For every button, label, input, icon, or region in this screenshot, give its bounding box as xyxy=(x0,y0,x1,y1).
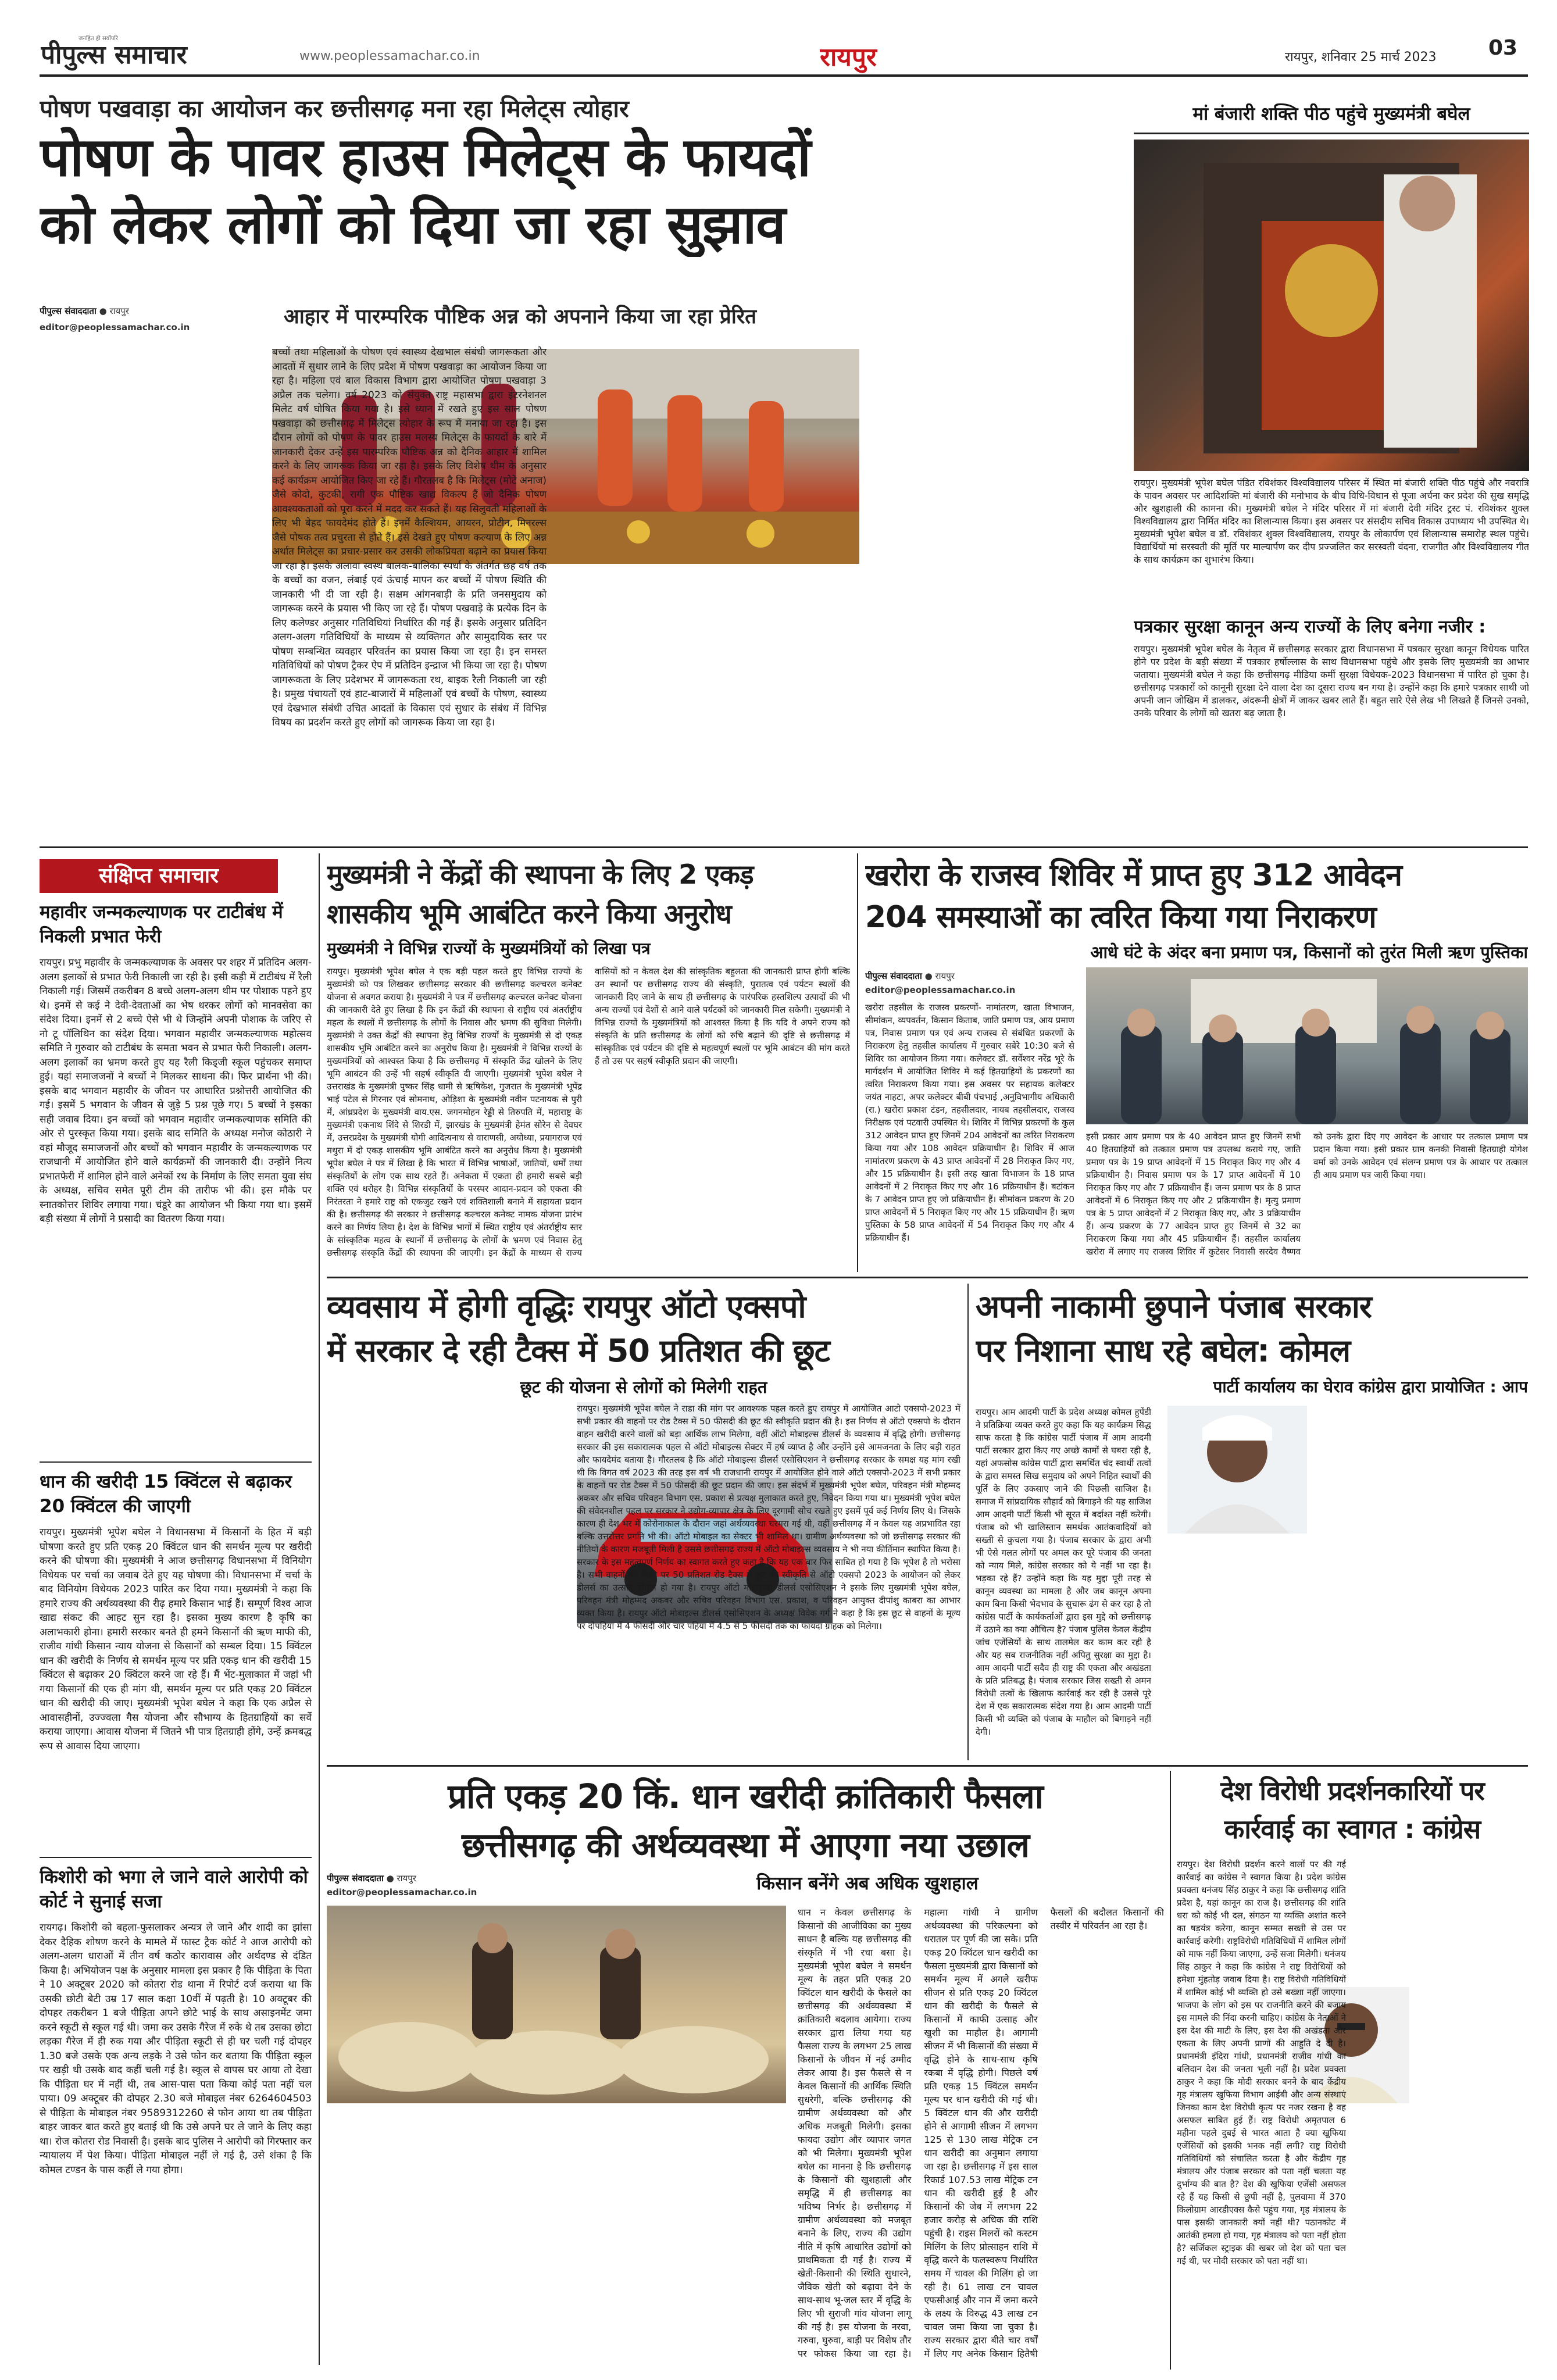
headline-line-1: अपनी नाकामी छुपाने पंजाब सरकार xyxy=(976,1288,1372,1325)
byline xyxy=(40,305,295,319)
article-temple xyxy=(1134,93,1529,616)
brief-2-body: रायपुर। मुख्यमंत्री भूपेश बघेल ने विधानसभा में किसानों के हित में बड़ी घोषणा करते हुए प्रति एकड़ 20 क्विंटल धान की समर्थन मूल्य पर खरीदी करने की घोषणा की। मुख्यमंत्री ने आज छत्तीसगढ़ विधानसभा में विनियोग विधेयक पर चर्चा का जवाब देते हुए यह घोषणा की। विधानसभा में चर्चा के बाद विनियोग विधेयक 2023 पारित कर दिया गया। मुख्यमंत्री ने कहा कि हमारे राज्य की अर्थव्यवस्था की रीढ़ हमारे किसान भाई हैं। सम्पूर्ण विश्व आज खाद्य संकट की आहट सुन रहा है। इसका मुख्य कारण है कृषि का अलाभकारी होना। हमारी सरकार बनते ही हमने किसानों की ऋण माफी की, राजीव गांधी किसान न्याय योजना से किसानों को सम्बल दिया। 15 क्विंटल धान की खरीदी के निर्णय से समर्थन मूल्य पर प्रति एकड़ धान की खरीदी 15 क्विंटल से बढ़ाकर 20 क्विंटल करने जा रहे हैं। मैं भेंट-मुलाकात में जहां भी गया किसानों की एक ही मांग थी, समर्थन मूल्य पर प्रति एकड़ 20 क्विंटल धान की खरीदी की जाए। मुख्यमंत्री भूपेश बघेल ने कहा कि एक अप्रैल से आवासहीनों, उज्ज्वला गैस योजना और सौभाग्य के हितग्राहियों का सर्वे कराया जाएगा। आवास योजना में जितने भी पात्र हितग्राही होंगे, उन्हें क्रमबद्ध रूप से आवास दिया जाएगा। xyxy=(40,1527,312,1752)
article-body: रायपुर। मुख्यमंत्री भूपेश बघेल के नेतृत्व में छत्तीसगढ़ सरकार द्वारा विधानसभा में पत्रकार सुरक्षा कानून विधेयक पारित होने पर प्रदेश के बड़ी संख्या में पत्रकार हर्षोल्लास के साथ विधानसभा पहुंचे और इसके लिए मुख्यमंत्री का आभार जताया। मुख्यमंत्री बघेल ने कहा कि छत्तीसगढ़ मीडिया कर्मी सुरक्षा विधेयक-2023 विधानसभा में पारित हो चुका है। छत्तीसगढ़ पत्रकारों को कानूनी सुरक्षा देने वाला देश का दूसरा राज्य बन गया है। उन्होंने कहा कि हमारे पत्रकार साथी जो अपनी जान जोखिम में डालकर, अंदरूनी क्षेत्रों में जाकर खबर लाते हैं। बहुत सारे ऐसे लेख भी लिखते हैं जिनसे उनको, उनके परिवार के लोगों को खतरा बढ़ जाता है। xyxy=(1134,644,1529,719)
byline-email[interactable]: editor@peoplessamachar.co.in xyxy=(327,1887,477,1897)
article-subhead: छूट की योजना से लोगों को मिलेगी राहत xyxy=(520,1377,767,1397)
temple-photo xyxy=(1134,140,1529,471)
issue-date: रायपुर, शनिवार 25 मार्च 2023 xyxy=(1285,50,1437,65)
byline-city: रायपुर xyxy=(935,971,955,981)
headline-line-2: 204 समस्याओं का त्वरित किया गया निराकरण xyxy=(865,900,1376,935)
byline-name: पीपुल्स संवाददाता xyxy=(40,306,97,316)
brief-2-headline: धान की खरीदी 15 क्विंटल से बढ़ाकर 20 क्विंटल की जाएगी xyxy=(40,1471,292,1517)
brief-column xyxy=(40,853,312,2365)
byline-city: रायपुर xyxy=(397,1873,416,1884)
brief-1-body: रायपुर। प्रभु महावीर के जन्मकल्याणक के अवसर पर शहर में प्रतिदिन अलग-अलग इलाकों से प्रभात फेरी निकाली जा रही है। इसी कड़ी में टाटीबंध में रैली निकाली गई। जिसमें तकरीबन 8 बच्चे अलग-अलग थीम पर पोशाक पहने हुए थे। इनमें से कई ने देवी-देवताओं का भेष धरकर लोगों को मानवसेवा का संदेश दिया। इनमें से 2 बच्चे ऐसे भी थे जिन्होंने अपनी पोशाक के जरिए से नो टू पॉलिथिन का संदेश दिया। भगवान महावीर जन्मकल्याणक महोत्सव समिति ने गुरुवार को टाटीबंध के समता भवन से प्रभात फेरी निकाली। अलग-अलग इलाकों का भ्रमण करते हुए यह रैली किड्जी स्कूल पहुंचकर समाप्त हुई। यहां समाजजनों ने बच्चों ने मिलकर साधना की। फिर प्रार्थना भी की। इसके बाद भगवान महावीर के जीवन पर आधारित प्रश्नोत्तरी आयोजित की गई। इसमें 5 भगवान के जीवन से जुड़े 5 प्रश्न पूछे गए। 5 बच्चों ने इसका सही जवाब दिया। इन बच्चों को भगवान महावीर जन्मकल्याणक समिति की ओर से पुरस्कृत किया गया। इसके बाद समिति के अध्यक्ष मनोज कोठारी ने वहां मौजूद समाजजनों और बच्चों को भगवान महावीर के जन्मकल्याणक पर राजधानी में आयोजित होने वाले कार्यक्रमों की जानकारी दी। उन्होंने नित्य प्रभातफेरी में शामिल होने वाले अनेकों रथ के निर्माण के लिए समता युवा संघ के अध्यक्ष, सचिव समेत पूरी टीम की तारीफ भी की। इस मौके पर स्नातकोत्तर शिविर लगाया गया। चंडूरे का आयोजन भी किया गया था। इसमें बड़ी संख्या में लोगों ने प्रसादी का वितरण किया गया। xyxy=(40,957,312,1225)
website: www.peoplessamachar.co.in xyxy=(299,49,480,63)
body-text: रायपुर। मुख्यमंत्री भूपेश बघेल ने राडा की मांग पर आवश्यक पहल करते हुए रायपुर में आयोजित आटो एक्सपो-2023 में सभी प्रकार की वाहनों पर रोड टैक्स में 50 फीसदी की छूट की स्वीकृति प्रदान की है। इस निर्णय से ऑटो एक्सपो के दौरान वाहन खरीदी करने वालों को बड़ा आर्थिक लाभ मिलेगा, वहीं ऑटो मोबाइल्स डीलर्स के व्यवसाय में वृद्धि होगी। छत्तीसगढ़ सरकार की इस सकारात्मक पहल से ऑटो मोबाइल्स सेक्टर में हर्ष व्याप्त है और उन्होंने इसे आमजनता के लिए बड़ी राहत और फायदेमंद बताया है। गौरतलब है कि ऑटो मोबाइल्स डीलर्स एसोसिएशन ने छत्तीसगढ़ सरकार के समक्ष यह मांग रखी थी कि विगत वर्ष 2023 की तरह इस वर्ष भी राजधानी रायपुर में आयोजित होने वाले ऑटो एक्सपो-2023 में सभी प्रकार के वाहनों पर रोड टैक्स में 50 फीसदी की छूट प्रदान की जाए। इस संदर्भ में मुख्यमंत्री भूपेश बघेल, परिवहन मंत्री मोहम्मद अकबर और सचिव परिवहन विभाग एस. प्रकाश से प्रत्यक्ष मुलाकात करते हुए, निवेदन किया गया था। मुख्यमंत्री भूपेश बघेल की संवेदनशील पहल पर सरकार ने उद्योग-व्यापार क्षेत्र के लिए दूरगामी सोच रखते हुए इसमें पूर्व कई निर्णय लिए थे। जिसके कारण ही देश भर में कोरोनाकाल के दौरान जहां अर्थव्यवस्था चरमरा गई थी, वहीं छत्तीसगढ़ में न केवल यह अप्रभावित रहा बल्कि उत्तरोत्तर प्रगति भी की। ऑटो मोबाइल का सेक्टर भी शामिल था। ग्रामीण अर्थव्यवस्था को जो छत्तीसगढ़ सरकार की नीतियों के कारण मजबूती मिली है उससे छत्तीसगढ़ राज्य में ऑटो मोबाइल्स व्यवसाय ने भी नया कीर्तिमान स्थापित किया है। सरकार के इस महत्वपूर्ण निर्णय का स्वागत करते हुए कहा है कि यह एक बार फिर साबित हो गया है कि भूपेश है तो भरोसा है। सभी वाहनों की बिक्री पर 50 प्रतिशत रोड टैक्स में छूट की स्वीकृति से ऑटो एक्सपो 2023 के आयोजन को लेकर डीलर्स का उत्साह दोगुना हो गया है। रायपुर ऑटो मोबाइल्स डीलर्स एसोसिएशन ने इसके लिए मुख्यमंत्री भूपेश बघेल, परिवहन मंत्री मोहम्मद अकबर और सचिव परिवहन विभाग एस. प्रकाश, व परिवहन आयुक्त दीपांशु काबरा का आभार व्यक्त किया है। रायपुर ऑटो मोबाइल्स डीलर्स एसोसिएशन के अध्यक्ष विवेक गर्ग ने कहा है कि इस छूट से वाहनों के मूल्य पर दोपहिया में 4 फीसदी और चार पहिया में 4.5 से 5 फीसदी तक का फायदा ग्राहक को मिलेगा। xyxy=(577,1403,960,1631)
section-rule xyxy=(327,1765,1528,1767)
masthead xyxy=(0,0,1557,93)
section-rule xyxy=(40,846,1528,848)
brief-rule xyxy=(40,1857,312,1858)
column-rule xyxy=(319,853,320,2365)
article-congress xyxy=(1177,1771,1528,2370)
article-body: रायपुर। मुख्यमंत्री भूपेश बघेल ने एक बड़ी पहल करते हुए विभिन्न राज्यों के मुख्यमंत्री को पत्र लिखकर छत्तीसगढ़ सरकार की छत्तीसगढ़ कल्चरल कनेक्ट योजना से अवगत कराया है। मुख्यमंत्री ने पत्र में छत्तीसगढ़ कल्चरल कनेक्ट योजना की जानकारी देते हुए लिखा है कि इन केंद्रों की स्थापना से राष्ट्रीय एवं अंतर्राष्ट्रीय महत्व के स्थलों में छत्तीसगढ़ के लोगों के निवास और भ्रमण की सुविधा मिलेगी। मुख्यमंत्री ने उक्त केंद्रों की स्थापना हेतु विभिन्न राज्यों के मुख्यमंत्री से दो एकड़ शासकीय भूमि आबंटित करने का अनुरोध किया है। मुख्यमंत्री ने विभिन्न राज्यों के मुख्यमंत्रियों को आश्वस्त किया है कि छत्तीसगढ़ में संस्कृति केंद्र खोलने के लिए भूमि आबंटन की उन्हें भी सहर्ष स्वीकृति दी जाएगी। मुख्यमंत्री भूपेश बघेल ने उत्तराखंड के मुख्यमंत्री पुष्कर सिंह धामी से ऋषिकेश, गुजरात के मुख्यमंत्री भूपेंद्र भाई पटेल से गिरनार एवं सोमनाथ, ओड़िशा के मुख्यमंत्री नवीन पटनायक से पुरी में, आंध्रप्रदेश के मुख्यमंत्री वाय.एस. जगनमोहन रेड्डी से तिरुपति में, महाराष्ट्र के मुख्यमंत्री एकनाथ शिंदे से शिरडी में, झारखंड के मुख्यमंत्री हेमंत सोरेन से देवघर में, उत्तरप्रदेश के मुख्यमंत्री योगी आदित्यनाथ से वाराणसी, अयोध्या, प्रयागराज एवं मथुरा में दो एकड़ शासकीय भूमि आबंटित करने का अनुरोध किया है। मुख्यमंत्री भूपेश बघेल ने पत्र में लिखा है कि भारत में विभिन्न भाषाओं, जातियों, धर्मों तथा संस्कृतियों के लोग एक साथ रहते हैं। अनेकता में एकता ही हमारी सबसे बड़ी शक्ति एवं धरोहर है। विभिन्न संस्कृतियों के परस्पर आदान-प्रदान को एकता की निरंतरता ने हमारे राष्ट्र को एकजुट रखने एवं शक्तिशाली बनाने में सहायता प्रदान की है। छत्तीसगढ़ की सरकार ने छत्तीसगढ़ कल्चरल कनेक्ट नामक योजना प्रारंभ करने का निर्णय लिया है। देश के विभिन्न भागों में स्थित राष्ट्रीय एवं अंतर्राष्ट्रीय स्तर के सांस्कृतिक महत्व के स्थानों में छत्तीसगढ़ के लोगों के भ्रमण एवं निवास हेतु छत्तीसगढ़ संस्कृति केंद्रों की स्थापना की जाएगी। इन केंद्रों के माध्यम से राज्य वासियों को न केवल देश की सांस्कृतिक बहुलता की जानकारी प्राप्त होगी बल्कि उन स्थानों पर छत्तीसगढ़ राज्य की संस्कृति, पुरातत्व एवं पर्यटन स्थलों की जानकारी दिए जाने के साथ ही छत्तीसगढ़ के पारंपरिक हस्तशिल्प उत्पादों की भी अन्य राज्यों एवं देशों से आने वाले पर्यटकों को जानकारी मिल सकेगी। मुख्यमंत्री ने विभिन्न राज्यों के मुख्यमंत्रियों को आश्वस्त किया है कि यदि वे अपने राज्य को संस्कृति के प्रति छत्तीसगढ़ के लोगों को रुचि बढ़ाने की दृष्टि से छत्तीसगढ़ में सांस्कृतिक एवं पर्यटन की दृष्टि से महत्वपूर्ण स्थलों पर भूमि आबंटन की मांग करते हैं तो उस पर सहर्ष स्वीकृति प्रदान की जाएगी। xyxy=(327,966,850,1258)
photo-illustration xyxy=(1086,967,1528,1124)
masthead-rule xyxy=(40,74,1528,77)
article-kicker: पोषण पखवाड़ा का आयोजन कर छत्तीसगढ़ मना रहा मिलेट्स त्योहार xyxy=(40,95,629,123)
headline-line-1: मुख्यमंत्री ने केंद्रों की स्थापना के लिए 2 एकड़ xyxy=(327,859,753,890)
logo-text: पीपुल्स समाचार xyxy=(41,40,187,70)
headline-line-2: पर निशाना साध रहे बघेल: कोमल xyxy=(976,1332,1351,1369)
headline-line-1: देश विरोधी प्रदर्शनकारियों पर xyxy=(1220,1775,1484,1806)
page-number: 03 xyxy=(1488,36,1518,60)
byline-email[interactable]: editor@peoplessamachar.co.in xyxy=(40,322,190,333)
article-auto-expo xyxy=(327,1284,960,1760)
brief-rule xyxy=(40,1461,312,1463)
photo-illustration xyxy=(1134,140,1529,471)
article-aap xyxy=(976,1284,1528,1760)
article-body: रायपुर। आम आदमी पार्टी के प्रदेश अध्यक्ष कोमल हुपेंडी ने प्रतिक्रिया व्यक्त करते हुए कहा कि यह कार्यक्रम सिद्ध साफ करता है कि कांग्रेस पार्टी पंजाब में आम आदमी पार्टी सरकार द्वारा किए गए अच्छे कामों से घबरा रही है, यहां अफसोस कांग्रेस पार्टी द्वारा समर्थित चंद स्वार्थी तत्वों के द्वारा समस्त सिख समुदाय को अपने निहित स्वार्थों की पूर्ति के लिए उकसाए जाने की पिछली साजिश है। समाज में सांप्रदायिक सौहार्द को बिगाड़ने की यह साजिश आम आदमी पार्टी किसी भी सूरत में बर्दाश्त नहीं करेगी। पंजाब को भी खालिस्तान समर्थक आतंकवादियों को सख्ती से कुचला गया है। पंजाब सरकार के द्वारा अभी भी ऐसे गलत लोगों पर अमल कर पूरे पंजाब की जनता को न्याय मिले, कांग्रेस सरकार को ये नहीं भा रहा है। भड़का रहे हैं? उन्होंने कहा कि यह मुद्दा पूरी तरह से कानून व्यवस्था का मामला है और जब कानून अपना काम बिना किसी भेदभाव के सुचारू ढंग से कर रहा है तो कांग्रेस पार्टी के कार्यकर्ताओं द्वारा इस मुद्दे को छत्तीसगढ़ में उठाने का क्या औचित्य है? पंजाब पुलिस केवल केंद्रीय जांच एजेंसियों के साथ तालमेल कर काम कर रही है और यह सब राजनीतिक नहीं अपितु सुरक्षा का मुद्दा है। आम आदमी पार्टी सदैव ही राष्ट्र की एकता और अखंडता के प्रति प्रतिबद्ध है। पंजाब सरकार जिस सख्ती से अमन विरोधी तत्वों के खिलाफ कार्रवाई कर रही है उससे पूरे देश में एक सकारात्मक संदेश गया है। आम आदमी पार्टी किसी भी व्यक्ति को पंजाब के माहौल को बिगाड़ने नहीं देगी। xyxy=(976,1407,1151,1737)
kicker-rule xyxy=(1134,133,1529,134)
pin-icon: ● xyxy=(99,306,110,316)
headline-line-2: कार्रवाई का स्वागत : कांग्रेस xyxy=(1224,1814,1481,1845)
article-subhead: आधे घंटे के अंदर बना प्रमाण पत्र, किसानों को तुरंत मिली ऋण पुस्तिका xyxy=(1090,942,1528,962)
article-journalist-law xyxy=(1134,614,1529,823)
column-rule xyxy=(967,1284,969,1760)
article-subhead: किसान बनेंगे अब अधिक खुशहाल xyxy=(756,1873,979,1894)
article-body: रायपुर। देश विरोधी प्रदर्शन करने वालों पर की गई कार्रवाई का कांग्रेस ने स्वागत किया है। प्रदेश कांग्रेस प्रवक्ता धनंजय सिंह ठाकुर ने कहा कि छत्तीसगढ़ शांति प्रदेश है, यहां कानून का राज है। छत्तीसगढ़ की शांति धरा को कोई भी दल, संगठन या व्यक्ति अशांत करने का षड़यंत्र करेगा, कानून सम्मत सख्ती से उस पर कार्रवाई करेगी। राष्ट्रविरोधी गतिविधियों में शामिल लोगों को माफ नहीं किया जाएगा, उन्हें सजा मिलेगी। धनंजय सिंह ठाकुर ने कहा कि कांग्रेस ने राष्ट्र विरोधियों को हमेशा मुंहतोड़ जवाब दिया है। राष्ट्र विरोधी गतिविधियों में शामिल कोई भी व्यक्ति हो उसे बख्शा नहीं जाएगा। भाजपा के लोग को इस पर राजनीति करने की बजाय इस मामले की निंदा करनी चाहिए। कांग्रेस के नेताओं ने इस देश की माटी के लिए, इस देश की अखंडता और एकता के लिए अपनी प्राणों की आहुति दे दी है। प्रधानमंत्री इंदिरा गांधी, प्रधानमंत्री राजीव गांधी का बलिदान देश की जनता भूली नहीं है। प्रदेश प्रवक्ता ठाकुर ने कहा कि मोदी सरकार बनने के बाद केंद्रीय गृह मंत्रालय खुफिया विभाग आईबी और अन्य संस्थाएं जिनका काम देश विरोधी कृत्य पर नजर रखना है वह असफल साबित हुई हैं। राष्ट्र विरोधी अमृतपाल 6 महीना पहले दुबई से भारत आता है क्या खुफिया एजेंसियों को इसकी भनक नहीं लगी? राष्ट्र विरोधी गतिविधियों को संचालित करता है और केंद्रीय गृह मंत्रालय और पंजाब सरकार को पता नहीं चलता यह दुर्भाग्य की बात है? देश की खुफिया एजेंसी असफल रहे हैं यह किसी से छुपी नहीं है, पुलवामा में 370 किलोग्राम आरडीएक्स कैसे पहुंच गया, गृह मंत्रालय के पास इसकी जानकारी क्यों नहीं थी? पठानकोट में आतंकी हमला हो गया, गृह मंत्रालय को पता नहीं होता है? सर्जिकल स्ट्राइक की खबर जो देश को पता चल गई थी, पर मोदी सरकार को पता नहीं था। xyxy=(1177,1859,1346,2266)
camp-photo xyxy=(1086,967,1528,1124)
logo-tagline: जनहित ही सर्वोपरि xyxy=(78,35,119,42)
section-rule xyxy=(327,1277,1528,1278)
section-city: रायपुर xyxy=(820,42,877,72)
headline-line-2: में सरकार दे रही टैक्स में 50 प्रतिशत की छूट xyxy=(327,1332,830,1369)
article-body-top: खरोरा तहसील के राजस्व प्रकरणों- नामांतरण, खाता विभाजन, सीमांकन, व्यपवर्तन, किसान किताब, जाति प्रमाण पत्र, आय प्रमाण पत्र, निवास प्रमाण पत्र एवं अन्य राजस्व से संबंधित प्रकरणों के निराकरण हेतु तहसील कार्यालय में गुरुवार सबेरे 10:30 बजे से शिविर का आयोजन किया गया। कलेक्टर डॉ. सर्वेश्वर नरेंद्र भूरे के मार्गदर्शन में आयोजित शिविर में कई हितग्राहियों के प्रकरणों का त्वरित निराकरण किया गया। इस अवसर पर सहायक कलेक्टर जयंत नाहटा, अपर कलेक्टर बीबी पंचभाई ,अनुविभागीय अधिकारी (रा.) खरोरा प्रकाश टंडन, तहसीलदार, नायब तहसीलदार, राजस्व निरीक्षक एवं पटवारी उपस्थित थे। शिविर में विभिन्न प्रकरणों के कुल 312 आवेदन प्राप्त हुए जिनमें 204 आवेदनों का त्वरित निराकरण किया गया और 108 आवेदन प्रक्रियाधीन है। शिविर में आज नामांतरण प्रकरण के 43 प्राप्त आवेदनों में 28 निराकृत किए गए, और 15 प्रक्रियाधीन है। इसी तरह खाता विभाजन के 18 प्राप्त आवेदनों में 2 निराकृत किए गए और 16 प्रक्रियाधीन हैं। बटांकन के 7 आवेदन प्राप्त हुए जो प्रक्रियाधीन हैं। सीमांकन प्रकरण के 20 प्राप्त आवेदनों में 5 निराकृत किए गए और 15 प्रक्रियाधीन हैं। ऋण पुस्तिका के 58 प्राप्त आवेदनों में 54 निराकृत किए गए और 4 प्रक्रियाधीन हैं। xyxy=(865,1002,1074,1243)
headline-line-1: पोषण के पावर हाउस मिलेट्स के फायदों xyxy=(40,126,810,188)
article-millets xyxy=(40,86,1127,842)
headline-line-1: खरोरा के राजस्व शिविर में प्राप्त हुए 312 आवेदन xyxy=(865,858,1402,893)
article-body-bottom: इसी प्रकार आय प्रमाण पत्र के 40 आवेदन प्राप्त हुए जिनमें सभी 40 हितग्राहियों को तत्काल प्रमाण पत्र उपलब्ध कराये गए, जाति प्रमाण पत्र के 19 प्राप्त आवेदनों में 15 निराकृत किए गए और 4 प्रक्रियाधीन है। निवास प्रमाण पत्र के 17 प्राप्त आवेदनों में 10 निराकृत किए गए और 7 प्रक्रियाधीन हैं। जन्म प्रमाण पत्र के 8 प्राप्त आवेदनों में 6 निराकृत किए गए और 2 प्रक्रियाधीन है। मृत्यु प्रमाण पत्र के 5 प्राप्त आवेदनों में 2 निराकृत किए गए, और 3 प्रक्रियाधीन हैं। अन्य प्रकरण के 77 आवेदन प्राप्त हुए जिनमें से 32 का निराकरण किया गया और 45 प्रक्रियाधीन हैं। तहसील कार्यालय खरोरा में लगाए गए राजस्व शिविर में कुटेसर निवासी सरदेव वैष्णव को उनके द्वारा दिए गए आवेदन के आधार पर तत्काल प्रमाण पत्र प्रदान किया गया। इसी प्रकार ग्राम कनकी निवासी हितग्राही योगेश वर्मा को उनके आवेदन एवं संलग्न प्रमाण पत्र के आधार पर तत्काल ही आय प्रमाण पत्र जारी किया गया। xyxy=(1086,1131,1528,1257)
photo-caption: रायपुर। मुख्यमंत्री भूपेश बघेल पंडित रविशंकर विश्वविद्यालय परिसर में स्थित मां बंजारी शक्ति पीठ पहुंचे और नवरात्रि के पावन अवसर पर आदिशक्ति मां बंजारी की मनोभाव के बीच विधि-विधान से पूजा अर्चना कर प्रदेश की सुख समृद्धि और खुशहाली की कामना की। मुख्यमंत्री बघेल ने मंदिर परिसर में मां बंजारी देवी मंदिर ट्रस्ट पं. रविशंकर शुक्ल विश्वविद्यालय द्वारा निर्मित मंदिर का शिलान्यास किया। इस अवसर पर संसदीय सचिव विकास उपाध्याय भी उपस्थित थे। मुख्यमंत्री भूपेश बघेल व डॉ. रविशंकर शुक्ल विश्वविद्यालय, रायपुर के लोकार्पण एवं शिलान्यास समारोह स्थल पहुंचे। विद्यार्थियों मां सरस्वती की मूर्ति पर माल्यार्पण कर दीप प्रज्जलित कर सरस्वती वंदना, राजगीत और विश्वविद्यालय गीत के साथ कार्यक्रम का शुभारंभ किया। xyxy=(1134,477,1529,565)
article-subhead: पार्टी कार्यालय का घेराव कांग्रेस द्वारा प्रायोजित : आप xyxy=(1213,1377,1528,1396)
article-revenue-camp xyxy=(865,853,1528,1272)
byline-name: पीपुल्स संवाददाता xyxy=(327,1873,384,1884)
body-text: धान न केवल छत्तीसगढ़ के किसानों की आजीविका का मुख्य साधन है बल्कि यह छत्तीसगढ़ की संस्कृति में भी रचा बसा है। मुख्यमंत्री भूपेश बघेल ने समर्थन मूल्य के तहत प्रति एकड़ 20 क्विंटल धान खरीदी के फैसले का छत्तीसगढ़ की अर्थव्यवस्था में क्रांतिकारी बदलाव आयेगा। राज्य सरकार द्वारा लिया गया यह फैसला राज्य के लगभग 25 लाख किसानों के जीवन में नई उम्मीद लेकर आया है। इस फैसले से न केवल किसानों की आर्थिक स्थिति सुधरेगी, बल्कि छत्तीसगढ़ की ग्रामीण अर्थव्यवस्था को और अधिक मजबूती मिलेगी। इसका फायदा उद्योग और व्यापार जगत को भी मिलेगा। मुख्यमंत्री भूपेश बघेल का मानना है कि छत्तीसगढ़ के किसानों की खुशहाली और समृद्धि में ही छत्तीसगढ़ का भविष्य निर्भर है। छत्तीसगढ़ में ग्रामीण अर्थव्यवस्था को मजबूत बनाने के लिए, राज्य की उद्योग नीति में कृषि आधारित उद्योगों को प्राथमिकता दी गई है। राज्य में खेती-किसानी की स्थिति सुधारने, जैविक खेती को बढ़ावा देने के साथ-साथ भू-जल स्तर में वृद्धि के लिए भी सुराजी गांव योजना लागू की गई है। इस योजना के नरवा, गरुवा, घुरुवा, बाड़ी पर विशेष तौर पर फोकस किया जा रहा है। महात्मा गांधी ने ग्रामीण अर्थव्यवस्था की परिकल्पना को धरातल पर पूर्ण की जा सके। प्रति एकड़ 20 क्विंटल धान खरीदी का फैसला मुख्यमंत्री द्वारा किसानों को समर्थन मूल्य में अगले खरीफ सीजन से प्रति एकड़ 20 क्विंटल धान की खरीदी के फैसले से किसानों में काफी उत्साह और खुशी का माहौल है। आगामी सीजन में भी किसानों की संख्या में वृद्धि होने के साथ-साथ कृषि रकबा में वृद्धि होगी। पिछले वर्ष प्रति एकड़ 15 क्विंटल समर्थन मूल्य पर धान खरीदी की गई थी। 5 क्विंटल धान की और खरीदी होने से आगामी सीजन में लगभग 125 से 130 लाख मेट्रिक टन धान खरीदी का अनुमान लगाया जा रहा है। छत्तीसगढ़ में इस साल रिकार्ड 107.53 लाख मेट्रिक टन धान की खरीदी हुई है और किसानों की जेब में लगभग 22 हजार करोड़ से अधिक की राशि पहुंची है। राइस मिलरों को कस्टम मिलिंग के लिए प्रोत्साहन राशि में वृद्धि करने के फलस्वरूप निर्धारित समय में चावल की मिलिंग हो जा रही है। 61 लाख टन चावल एफसीआई और नान में जमा करने के लक्ष्य के विरुद्ध 43 लाख टन चावल जमा किया जा चुका है। राज्य सरकार द्वारा बीते चार वर्षों में लिए गए अनेक किसान हितैषी फैसलों की बदौलत किसानों की तस्वीर में परिवर्तन आ रहा है। xyxy=(798,1907,1164,2359)
brief-3-body: रायगढ़। किशोरी को बहला-फुसलाकर अन्यत्र ले जाने और शादी का झांसा देकर दैहिक शोषण करने के मामले में फास्ट ट्रैक कोर्ट ने आज आरोपी को अलग-अलग धाराओं में तीन वर्ष कठोर कारावास और अर्थदण्ड से दंडित किया है। अभियोजन पक्ष के अनुसार मामला इस प्रकार है कि पीड़िता के पिता ने 10 अक्टूबर 2020 को कोतरा रोड थाना में रिपोर्ट दर्ज कराया था कि उसकी छोटी बेटी उम्र 17 साल कक्षा 10वीं में पढ़ती है। 10 अक्टूबर की दोपहर तकरीबन 1 बजे पीड़िता अपने छोटे भाई के साथ असाइनमेंट जमा करने स्कूटी से स्कूल गई थी। जमा कर उसके गैरेज में रुके थे तब उसका छोटा लड़का गैरेज में ही रुक गया और पीड़िता स्कूटी से ही घर चली गई दोपहर 1.30 बजे उसके एक अन्य लड़के ने उसे फोन कर बताया कि पीड़िता स्कूल पर खड़ी थी उसके बाद कहीं चली गई है। स्कूल से वापस घर आया तो देखा कि पीड़िता घर में नहीं थी, तब आस-पास पता किया कोई पता नहीं चल पाया। 09 अक्टूबर की दोपहर 2.30 बजे मोबाइल नंबर 6264604503 से पीड़िता के मोबाइल नंबर 9589312260 से फोन आया था तब पीड़िता बाहर जाकर बात करते हुए बताई थी कि उसे अपने घर ले जाने के लिए कहा था। रोज कोतरा रोड निवासी है। इसके बाद पुलिस ने आरोपी को गिरफ्तार कर न्यायालय में पेश किया। पीड़िता मोबाइल नहीं ले गई है, उसे शंका है कि कोमल टण्डन के पास कहीं ले गया होगा। xyxy=(40,1922,312,2176)
headline-line-2: छत्तीसगढ़ की अर्थव्यवस्था में आएगा नया उछाल xyxy=(462,1825,1029,1865)
article-body xyxy=(327,1402,960,1757)
body-text: बच्चों तथा महिलाओं के पोषण एवं स्वास्थ्य देखभाल संबंधी जागरूकता और आदतों में सुधार लाने के लिए प्रदेश में पोषण पखवाड़ा का आयोजन किया जा रहा है। महिला एवं बाल विकास विभाग द्वारा आयोजित पोषण पखवाड़ा 3 अप्रैल तक चलेगा। वर्ष 2023 को संयुक्त राष्ट्र महासभा द्वारा इंटरनेशनल मिलेट वर्ष घोषित किया गया है। इसे ध्यान में रखते हुए इस साल पोषण पखवाड़ा को छत्तीसगढ़ में मिलेट्स त्योहार के रूप में मनाया जा रहा है। इस दौरान लोगों को पोषण के पावर हाउस मलस्य मिलेट्स के फायदों के बारे में जानकारी देकर उन्हें इस पारम्परिक पौष्टिक अन्न को दैनिक आहार में शामिल करने के लिए जागरूक किया जा रहा है। इसके लिए विशेष थीम के अनुसार कई कार्यक्रम आयोजित किए जा रहे हैं। गौरतलब है कि मिलेट्स (मोटे अनाज) जैसे कोदो, कुटकी, रागी एक पौष्टिक खाद्य विकल्प हैं जो दैनिक पोषण आवश्यकताओं को पूरा करने में मदद कर सकते हैं। यह सिलुवती महिलाओं के लिए भी बेहद फायदेमंद होते हैं। इनमें कैल्शियम, आयरन, प्रोटीन, मिनरल्स जैसे पोषक तत्व प्रचुरता से होते हैं। इसे देखते हुए पोषण कल्याण के लिए अन्न अर्थात मिलेट्स का प्रचार-प्रसार कर उसकी लोकप्रियता बढ़ाने का प्रयास किया जा रहा है। इसके अलावा स्वस्थ बालक-बालिका स्पर्धा के अंतर्गत छह वर्ष तक के बच्चों का वजन, लंबाई एवं ऊंचाई मापन कर बच्चों में पोषण स्थिति की जानकारी भी दी जा रही है। सक्षम आंगनबाड़ी के प्रति जनसमुदाय को जागरूक करने के प्रयास भी किए जा रहे हैं। पोषण पखवाड़े के प्रत्येक दिन के लिए कलेण्डर अनुसार गतिविधियां निर्धारित की गई हैं। इसके अनुसार प्रतिदिन अलग-अलग गतिविधियों के माध्यम से व्यक्तिगत और सामुदायिक स्तर पर पोषण सम्बन्धित व्यवहार परिवर्तन का प्रयास किया जा रहा है। इन समस्त गतिविधियों को पोषण ट्रैकर ऐप में प्रतिदिन इन्द्राज भी किया जा रहा है। पोषण जागरूकता के लिए प्रदेशभर में जागरूकता रथ, बाइक रैली निकाली जा रही है। प्रमुख पंचायतों एवं हाट-बाजारों में महिलाओं एवं बच्चों के पोषण, स्वास्थ्य एवं देखभाल संबंधी उचित आदतों के विकास एवं सुधार के संबंध में विभिन्न विषय का प्रदर्शन करते हुए लोगों को जागरूक किया जा रहा है। xyxy=(272,346,547,728)
byline-name: पीपुल्स संवाददाता xyxy=(865,971,922,981)
article-paddy-purchase xyxy=(327,1771,1164,2370)
article-body xyxy=(40,345,1121,834)
column-rule xyxy=(1170,1771,1171,2370)
byline xyxy=(865,970,1074,982)
article-headline: पत्रकार सुरक्षा कानून अन्य राज्यों के लिए बनेगा नजीर : xyxy=(1134,617,1486,637)
article-kicker: मां बंजारी शक्ति पीठ पहुंचे मुख्यमंत्री बघेल xyxy=(1192,103,1470,124)
pin-icon: ● xyxy=(924,971,935,981)
article-culture-centres xyxy=(327,853,850,1272)
byline xyxy=(327,1872,548,1885)
brief-1-headline: महावीर जन्मकल्याणक पर टाटीबंध में निकली प्रभात फेरी xyxy=(40,902,283,947)
brief-3-headline: किशोरी को भगा ले जाने वाले आरोपी को कोर्ट ने सुनाई सजा xyxy=(40,1867,308,1912)
byline-email[interactable]: editor@peoplessamachar.co.in xyxy=(865,985,1016,995)
article-subhead: आहार में पारम्परिक पौष्टिक अन्न को अपनाने किया जा रहा प्रेरित xyxy=(284,305,757,327)
pin-icon: ● xyxy=(386,1873,397,1884)
article-subhead: मुख्यमंत्री ने विभिन्न राज्यों के मुख्यमंत्रियों को लिखा पत्र xyxy=(327,939,651,958)
brief-label: संक्षिप्त समाचार xyxy=(40,859,278,893)
headline-line-1: व्यवसाय में होगी वृद्धिः रायपुर ऑटो एक्सपो xyxy=(327,1288,806,1325)
headline-line-2: शासकीय भूमि आबंटित करने किया अनुरोध xyxy=(327,898,731,930)
article-body xyxy=(327,1906,1164,2365)
byline-city: रायपुर xyxy=(109,306,129,316)
headline-line-1: प्रति एकड़ 20 किं. धान खरीदी क्रांतिकारी फैसला xyxy=(448,1777,1043,1816)
headline-line-2: को लेकर लोगों को दिया जा रहा सुझाव xyxy=(40,194,785,256)
column-rule xyxy=(857,853,858,1272)
